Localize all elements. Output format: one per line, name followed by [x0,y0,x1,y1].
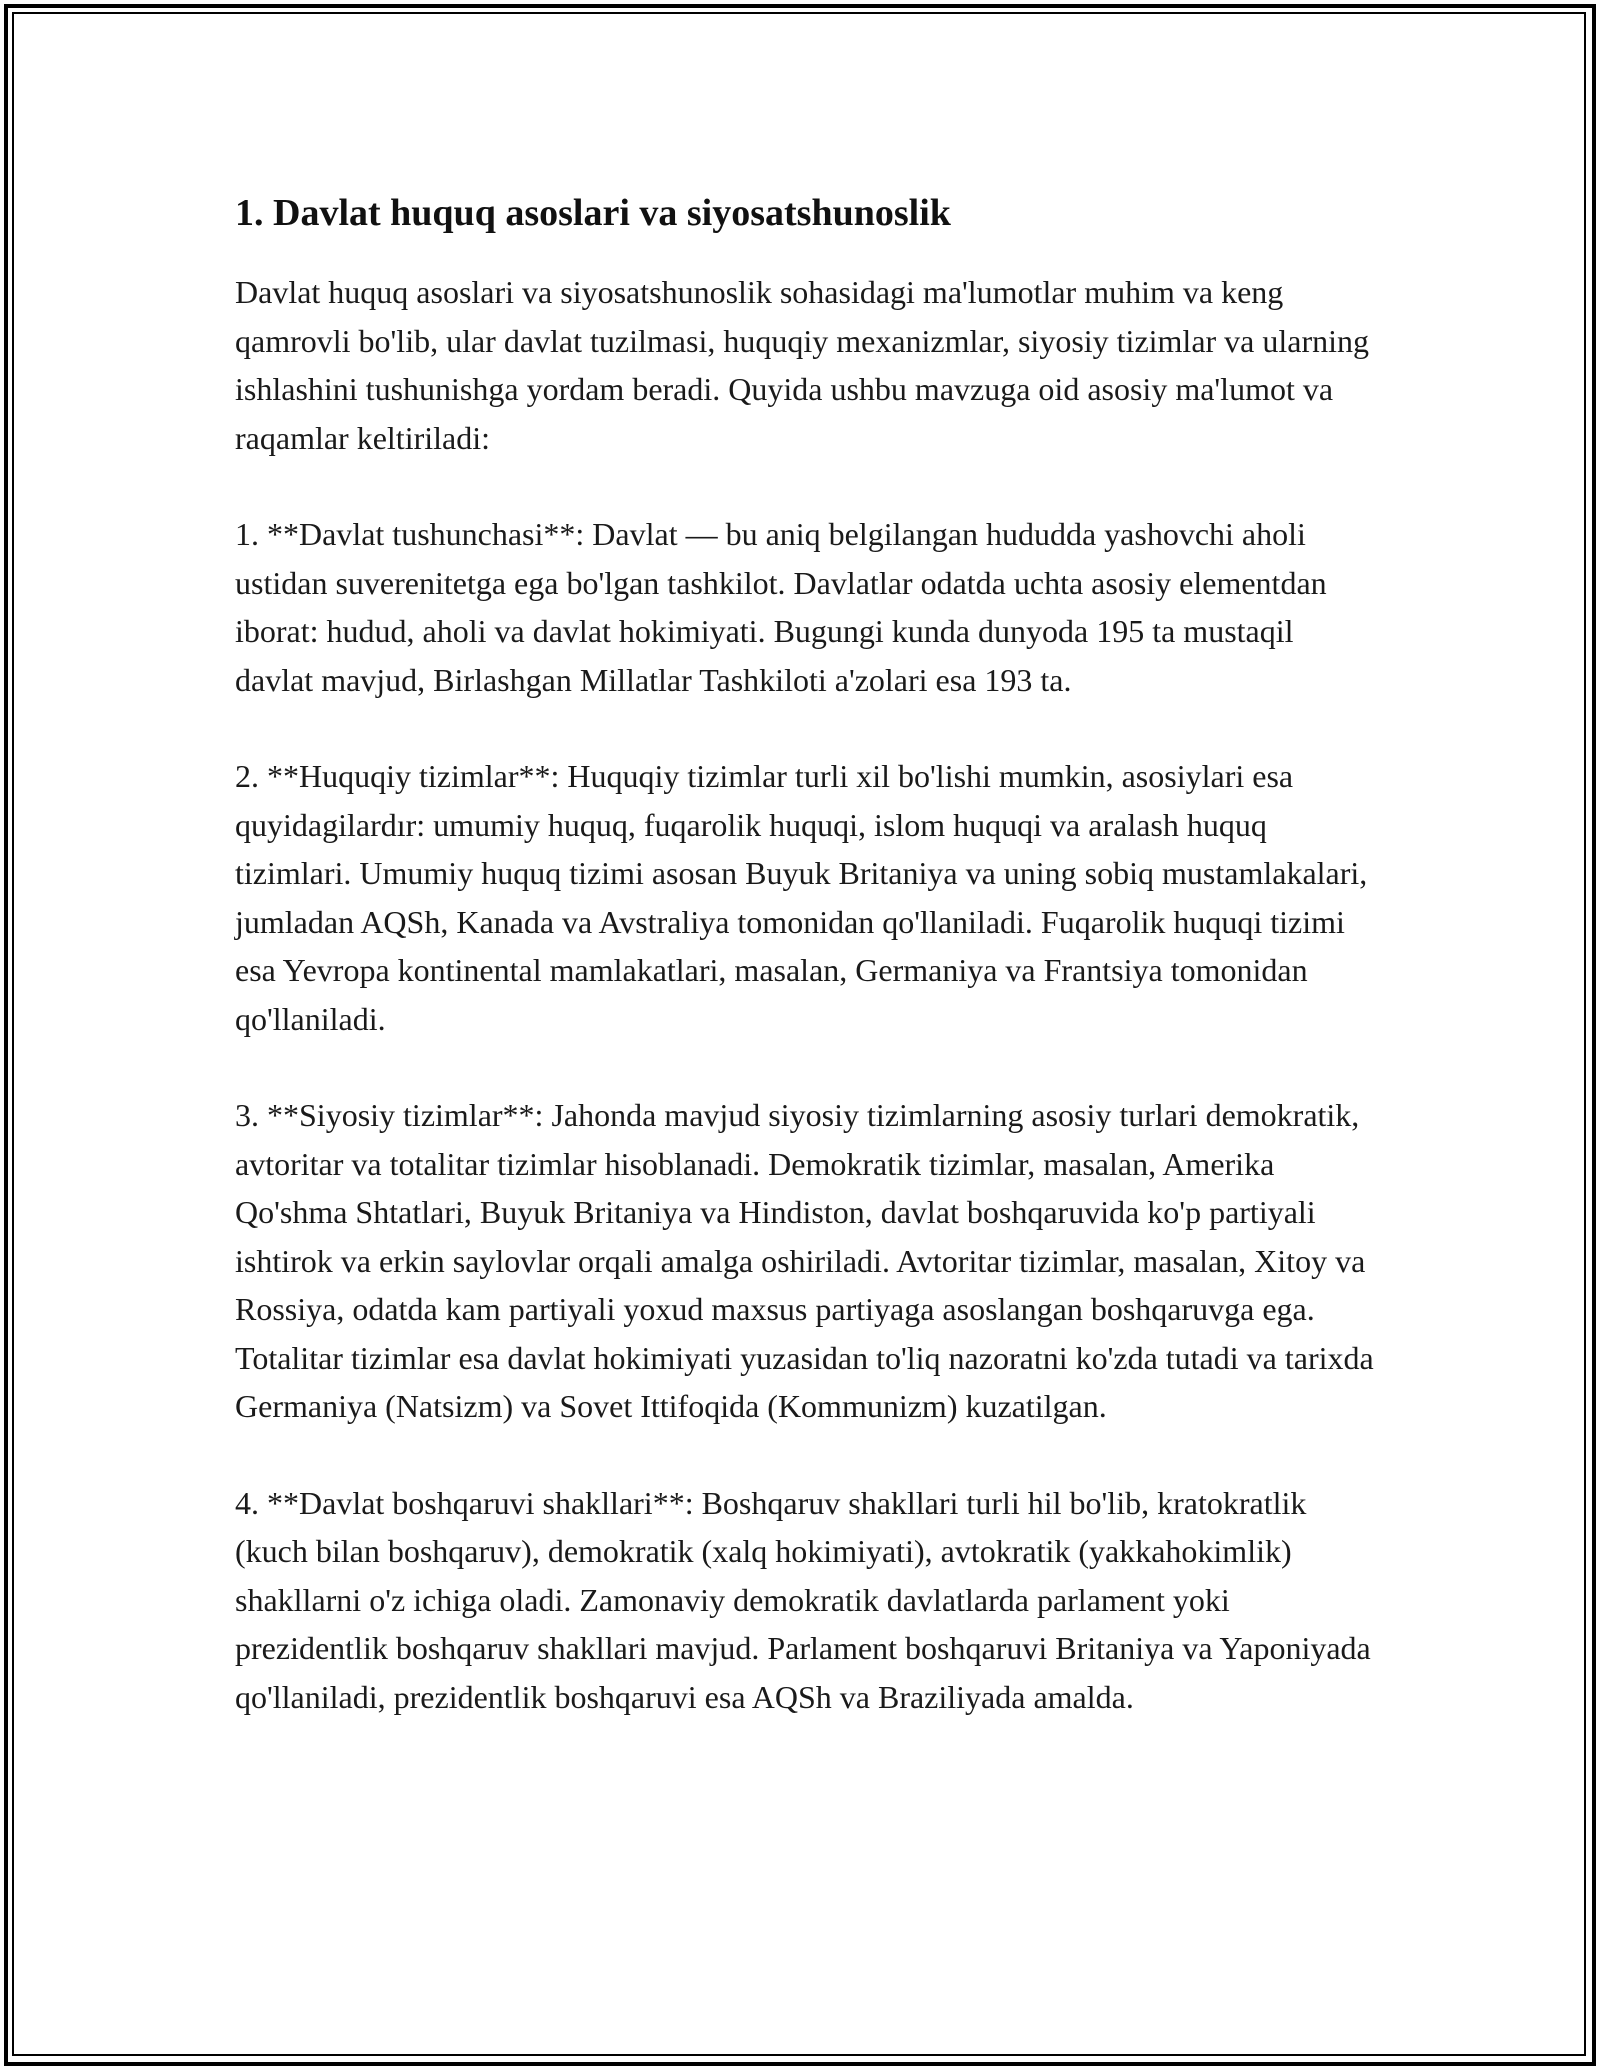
section-davlat-tushunchasi: 1. **Davlat tushunchasi**: Davlat — bu aniq belgilangan hududda yashovchi aholi ustidan suverenitetga ega bo'lgan tashkilot. Davlatlar odatda uchta asosiy elementdan iborat: hudud, aholi va davlat hokimiyati. Bugungi kunda dunyoda 195 ta mustaqil davlat mavjud, Birlashgan Millatlar Tashkiloti a'zolari esa 193 ta. [235,516,1327,698]
document-body [235,185,1375,1721]
section-huquqiy-tizimlar: 2. **Huquqiy tizimlar**: Huquqiy tizimlar turli xil bo'lishi mumkin, asosiylari esa quyidagilardır: umumiy huquq, fuqarolik huquqi, islom huquqi va aralash huquq tizimlari. Umumiy huquq tizimi asosan Buyuk Britaniya va uning sobiq mustamlakalari, jumladan AQSh, Kanada va Avstraliya tomonidan qo'llaniladi. Fuqarolik huquqi tizimi esa Yevropa kontinental mamlakatlari, masalan, Germaniya va Frantsiya tomonidan qo'llaniladi. [235,758,1368,1037]
section-boshqaruv-shakllari: 4. **Davlat boshqaruvi shakllari**: Boshqaruv shakllari turli hil bo'lib, kratokratlik (kuch bilan boshqaruv), demokratik (xalq hokimiyati), avtokratik (yakkahokimlik) shakllarni o'z ichiga oladi. Zamonaviy demokratik davlatlarda parlament yoki prezidentlik boshqaruv shakllari mavjud. Parlament boshqaruvi Britaniya va Yaponiyada qo'llaniladi, prezidentlik boshqaruvi esa AQSh va Braziliyada amalda. [235,1484,1371,1715]
intro-paragraph: Davlat huquq asoslari va siyosatshunoslik sohasidagi ma'lumotlar muhim va keng qamrovli bo'lib, ular davlat tuzilmasi, huquqiy mexanizmlar, siyosiy tizimlar va ularning ishlashini tushunishga yordam beradi. Quyida ushbu mavzuga oid asosiy ma'lumot va raqamlar keltiriladi: [235,274,1370,456]
section-siyosiy-tizimlar: 3. **Siyosiy tizimlar**: Jahonda mavjud siyosiy tizimlarning asosiy turlari demokratik, avtoritar va totalitar tizimlar hisoblanadi. Demokratik tizimlar, masalan, Amerika Qo'shma Shtatlari, Buyuk Britaniya va Hindiston, davlat boshqaruvida ko'p partiyali ishtirok va erkin saylovlar orqali amalga oshiriladi. Avtoritar tizimlar, masalan, Xitoy va Rossiya, odatda kam partiyali yoxud maxsus partiyaga asoslangan boshqaruvga ega. Totalitar tizimlar esa davlat hokimiyati yuzasidan to'liq nazoratni ko'zda tutadi va tarixda Germaniya (Natsizm) va Sovet Ittifoqida (Kommunizm) kuzatilgan. [235,1097,1374,1424]
document-title: 1. Davlat huquq asoslari va siyosatshunoslik [235,192,951,234]
